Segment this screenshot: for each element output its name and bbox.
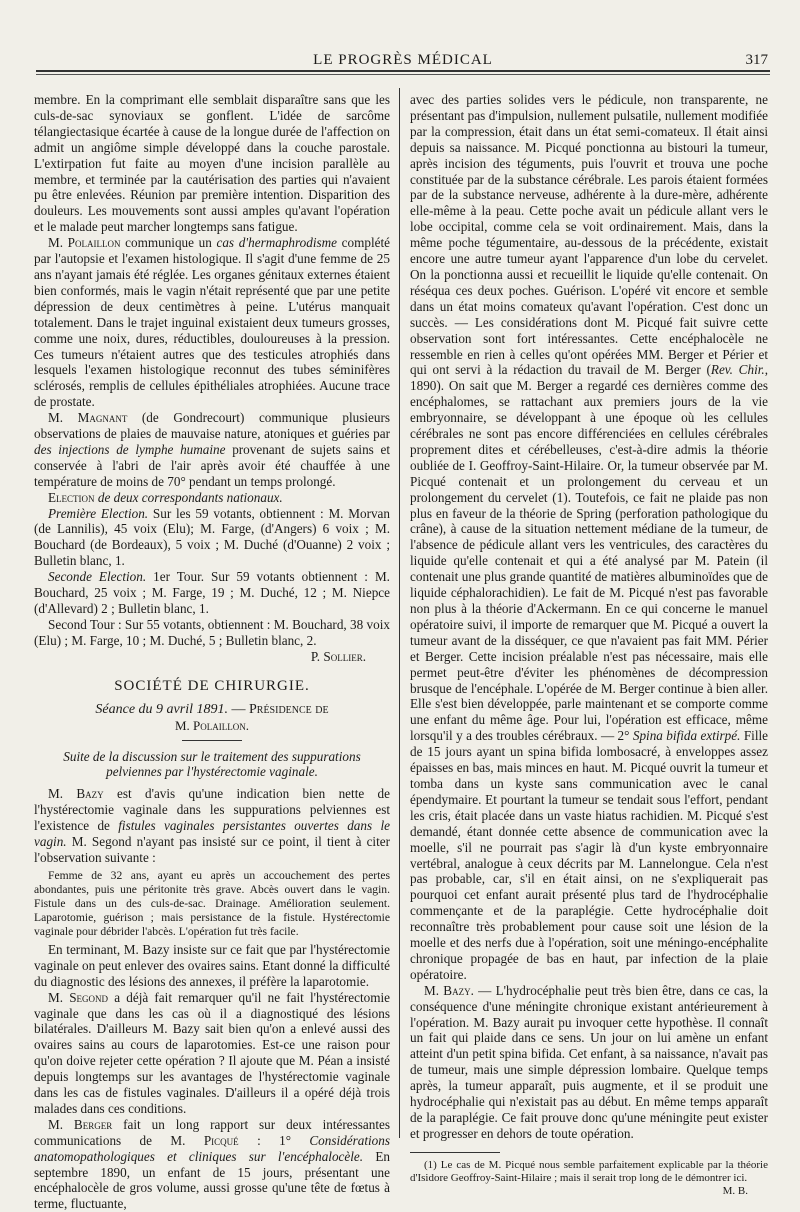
paragraph: Première Election. Sur les 59 votants, obtiennent : M. Morvan (de Lannilis), 45 voix (Elu); M. Farge, (d'Angers) 6 voix ; M. Bouchard (de Bordeaux), 5 voix ; M. Duché (d'Ouanne) 2 voix ; Bulletin blanc, 1. <box>34 505 390 569</box>
paragraph: M. Berger fait un long rapport sur deux intéressantes communications de M. Picqué : 1° Considérations anatomopathologiques et cliniques sur l'encéphalocèle. En septembre 1890, un enfant de 15 jours, présentant une encéphalocèle de gros volume, aussi grosse qu'une tête de fœtus à terme, fluctuante, <box>34 1116 390 1212</box>
speaker-name: M. Bazy. <box>424 982 474 998</box>
paragraph: M. Bazy. — L'hydrocéphalie peut très bien être, dans ce cas, la conséquence d'une méningite chronique existant antérieurement à l'opération. M. Bazy aurait pu invoquer cette hypothèse. Il connaît un fait qui plaide dans ce sens. Un jour on lui amène un enfant atteint d'un petit spina bifida. Cet enfant, à sa naissance, n'avait pas de tumeur, mais une simple dépression lombaire. Quelque temps après, la tumeur apparaît, puis augmente, et il se produit une hydrocéphalie qui n'existait pas au début. En même temps apparaît de la paraplégie. Ce fait prouve donc qu'une méningite peut exister et progresser en dehors de toute opération. <box>410 982 768 1141</box>
right-column <box>410 92 768 1198</box>
column-divider <box>399 88 400 1138</box>
paragraph: M. Bazy est d'avis qu'une indication bien nette de l'hystérectomie vaginale dans les suppurations pelviennes est l'existence de fistules vaginales persistantes ouvertes dans le vagin. M. Segond n'ayant pas insisté sur ce point, il tient à citer l'observation suivante : <box>34 786 390 865</box>
paragraph: avec des parties solides vers le pédicule, non transparente, ne présentant pas d'impulsion, nullement pulsatile, nullement modifiée par la compression, était dans un état semi-comateux. Il était ainsi depuis sa naissance. M. Picqué ponctionna au bistouri la tumeur, après incision des téguments, puis l'ouvrit et trouva une poche constituée par de la substance cérébrale. Les parois étaient formées par de la substance nerveuse, adhérente à la dure-mère, adhérente elle-même à la peau. Cette poche avait un pédicule allant vers le lobe occipital, comme cela se voit ordinairement. Mais, dans la même poche tégumentaire, au-dessous de la précédente, existait encore une autre tumeur ayant l'apparence d'un lobe du cervelet. On la ponctionna aussi et recueillit le liquide qu'elle contenait. On réséqua ces deux poches. Guérison. L'opéré vit encore et semble dans un état moins comateux qu'avant l'opération. C'est donc un succès. — Les considérations dont M. Picqué fait suivre cette observation sont fort intéressantes. Cette encéphalocèle ne ressemble en rien à celles qu'ont opérées MM. Berger et Périer et qui ont servi à la rédaction du travail de M. Berger (Rev. Chir., 1890). On sait que M. Berger a regardé ces dernières comme des encéphalomes, se rattachant aux premiers jours de la vie embryonnaire, se développant à une époque où les cellules cérébrales ne sont pas encore différenciées en cellules cérébrales proprement dites et cérébelleuses, c'est-à-dire admis la théorie oubliée de I. Geoffroy-Saint-Hilaire. Or, la tumeur observée par M. Picqué contenait et un prolongement du cerveau et un prolongement du cervelet (1). Toutefois, ce fait ne plaide pas non plus en faveur de la théorie de Spring (perforation pathologique du crâne), à cause de la situation nettement médiane de la tumeur, de l'absence de pédicule allant vers les ventricules, des caractères du liquide qu'elle contenait et qui a été analysé par M. Patein (il contenait une plus grande quantité de matières albuminoïdes que de liquide céphalorachidien). Le fait de M. Picqué n'est pas favorable non plus à la théorie d'Ackermann. En ce qui concerne le manuel opératoire suivi, il importe de remarquer que M. Picqué a ouvert la tumeur avant de la disséquer, ce que n'avaient pas fait MM. Périer et Berger. Cette incision préalable n'est pas nécessaire, mais elle permet peut-être d'éviter les phénomènes de décompression brusque de l'encéphale. L'opérée de M. Berger continue à bien aller. Elle s'est bien développée, parle maintenant et se comporte comme une enfant du même âge. Pour lui, l'opération est efficace, même lorsqu'il y a des troubles cérébraux. — 2° Spina bifida extirpé. Fille de 15 jours ayant un spina bifida lombosacré, à enveloppes assez épaisses en bas, mais minces en haut. M. Picqué ouvrit la tumeur et tomba dans un kyste sans communication avec le canal épendymaire. Et pourtant la tumeur se tendait sous l'effort, pendant les cris, était placée dans un vaste hiatus rachidien. M. Picqué s'est demandé, étant donnée cette absence de communication avec la moelle, s'il ne pourrait pas s'agir là d'un kyste embryonnaire vertébral, analogue à ceux décrits par M. Lannelongue. Cela n'est pas probable, car, s'il en était ainsi, on ne s'expliquerait pas pourquoi cet enfant aurait présenté plus tard de l'hydrocéphalie commençante et de la paraplégie. Cette hydrocéphalie doit reconnaître très probablement pour cause soit une lésion de la moelle et des nerfs due à l'opération, soit une méningo-encéphalite chronique propagée de bas en haut, par infection de la plaie opératoire. <box>410 92 769 982</box>
section-title: SOCIÉTÉ DE CHIRURGIE. <box>114 677 310 694</box>
footnote: (1) Le cas de M. Picqué nous semble parfaitement explicable par la théorie d'Isidore Geoffroy-Saint-Hilaire ; mais il serait trop long de le démontrer ici. M. B. <box>410 1158 768 1197</box>
page-number: 317 <box>745 52 768 68</box>
session-president: M. Polaillon. <box>174 717 250 733</box>
paragraph: Election de deux correspondants nationaux. <box>48 489 283 505</box>
paragraph: Seconde Election. 1er Tour. Sur 59 votants obtiennent : M. Bouchard, 25 voix ; M. Farge, 19 ; M. Duché, 12 ; M. Niepce (d'Allevard) 2 ; Bulletin blanc, 1. <box>34 569 390 616</box>
header-rule-thick <box>36 70 770 72</box>
page-header <box>36 52 770 78</box>
observation: Femme de 32 ans, ayant eu après un accouchement des pertes abondantes, puis une péritonite très grave. Abcès ouvert dans le vagin. Fistule dans un des culs-de-sac. Drainage. Amélioration seulement. Laparotomie, guérison ; mais persistance de la fistule. Hystérectomie vaginale pour débrider l'abcès. L'opération fut très facile. <box>34 868 390 938</box>
header-rule-thin <box>36 74 770 75</box>
footnote-rule <box>410 1152 500 1153</box>
left-column <box>34 92 390 1212</box>
session-line: Séance du 9 avril 1891. — Présidence de <box>95 701 329 717</box>
discussion-heading: Suite de la discussion sur le traitement des suppurations pelviennes par l'hystérectomie vaginale. <box>63 748 361 780</box>
paragraph: M. Segond a déjà fait remarquer qu'il ne fait l'hystérectomie vaginale que dans les cas où il a diagnostiqué des lésions bilatérales. D'ailleurs M. Bazy sait bien qu'on a enlevé aussi des ovaires sains au cours de laparotomies. Est-ce une raison pour qu'on doive rejeter cette opération ? Il ajoute que M. Péan a insisté depuis longtemps sur les avantages de l'hystérectomie vaginale dans les cas de fistules vaginales. D'ailleurs il a opéré déjà trois malades dans ces conditions. <box>34 989 390 1116</box>
speaker-name: M. Polaillon <box>48 235 121 251</box>
speaker-name: M. Segond <box>48 989 109 1005</box>
speaker-name: M. Berger <box>48 1116 113 1132</box>
short-rule <box>182 740 242 741</box>
paragraph: En terminant, M. Bazy insiste sur ce fait que par l'hystérectomie vaginale on peut enlever des ovaires sains. Etant donné la difficulté du diagnostic des lésions des annexes, il préfère la laparotomie. <box>34 941 390 989</box>
speaker-name: M. Magnant <box>48 410 128 426</box>
signature: P. Sollier. <box>310 648 366 664</box>
paragraph: membre. En la comprimant elle semblait disparaître sans que les culs-de-sac synoviaux se gonflent. L'idée de sarcôme télangiectasique écartée à cause de la longue durée de l'affection on admit un angiôme simple développé dans la couche parostale. L'extirpation fut faite au moyen d'une incision parallèle au membre, et terminée par la cautérisation des parties qui n'avaient pu être enlevées. Réunion par première intention. Disparition des douleurs. Les mouvements sont aussi amples qu'avant l'opération et le malade peut marcher longtemps sans fatigue. <box>34 92 390 235</box>
speaker-name: M. Bazy <box>48 786 104 802</box>
paragraph: M. Polaillon communique un cas d'hermaphrodisme complété par l'autopsie et l'examen histologique. Il s'agit d'une femme de 25 ans n'ayant jamais été réglée. Les organes génitaux externes étaient bien conformés, mais le vagin n'était représenté que par une petite dépression de deux centimètres à peine. L'utérus manquait totalement. Dans le trajet inguinal existaient deux tumeurs grosses, comme une noix, dures, réductibles, douloureuses à la pression. Ces tumeurs n'étaient autres que des testicules atrophiés dans lesquels l'examen histologique reconnut des tubes séminifères sclérosés, remplis de cellules épithéliales atrophiées. Aucune trace de prostate. <box>34 235 390 410</box>
paragraph: Second Tour : Sur 55 votants, obtiennent : M. Bouchard, 38 voix (Elu) ; M. Farge, 10 ; M. Duché, 5 ; Bulletin blanc, 2. <box>34 616 390 648</box>
paragraph: M. Magnant (de Gondrecourt) communique plusieurs observations de plaies de mauvaise nature, atoniques et guéries par des injections de lymphe humaine provenant de sujets sains et conservée à l'abri de l'air après avoir été chauffée à une température de moins de 70° pendant un temps prolongé. <box>34 410 391 489</box>
running-title: LE PROGRÈS MÉDICAL <box>313 52 493 68</box>
